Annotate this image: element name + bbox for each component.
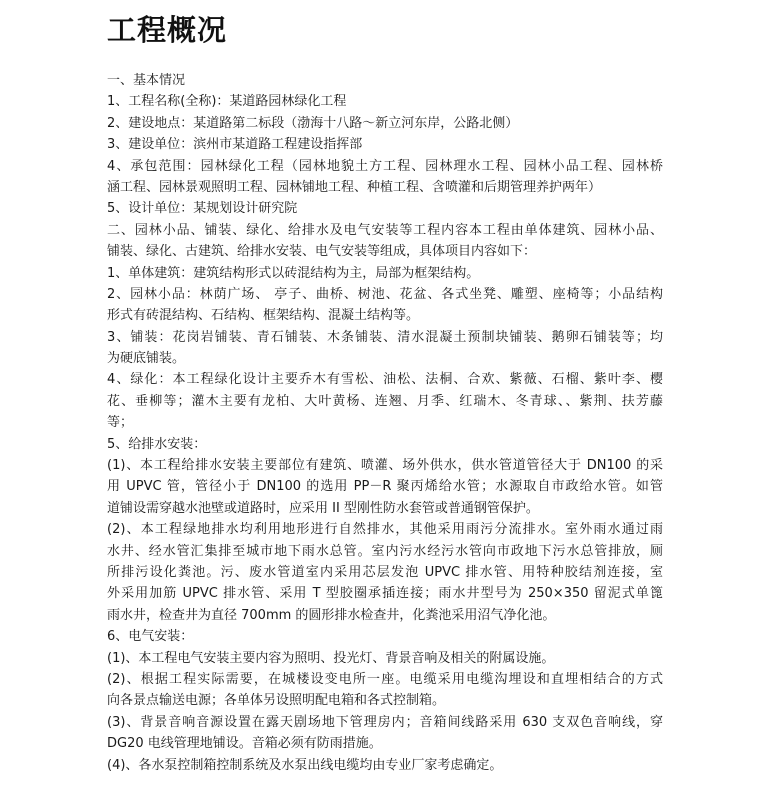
text-line: 3、建设单位：滨州市某道路工程建设指挥部 bbox=[107, 137, 363, 153]
text-line: 2、建设地点：某道路第二标段（渤海十八路～新立河东岸，公路北侧） bbox=[107, 115, 519, 131]
text-line: 4、承包范围：园林绿化工程（园林地貌土方工程、园林理水工程、园林小品工程、园林桥 bbox=[107, 158, 663, 174]
text-line: DG20 电线管理地铺设。音箱必须有防雨措施。 bbox=[107, 736, 382, 752]
text-line: 4、绿化：本工程绿化设计主要乔木有雪松、油松、法桐、合欢、紫薇、石榴、紫叶李、樱 bbox=[107, 372, 663, 388]
text-line: 2、园林小品：林荫广场、 亭子、曲桥、树池、花盆、各式坐凳、雕塑、座椅等；小品结构 bbox=[107, 286, 663, 302]
text-line: 5、给排水安装： bbox=[107, 436, 207, 452]
text-line: 一、基本情况 bbox=[107, 73, 186, 88]
text-line: 铺装、绿化、古建筑、给排水安装、电气安装等组成，具体项目内容如下： bbox=[107, 244, 537, 260]
text-line: 雨水井，检查井为直径 700mm 的圆形排水检查井，化粪池采用沼气净化池。 bbox=[107, 607, 556, 623]
text-line: 6、电气安装： bbox=[107, 629, 194, 645]
text-line: 用 UPVC 管，管径小于 DN100 的选用 PP－R 聚丙烯给水管；水源取自市政给水管。如管 bbox=[107, 479, 663, 495]
text-line: (3)、背景音响音源设置在露天剧场地下管理房内；音箱间线路采用 630 支双色音响线，穿 bbox=[107, 714, 663, 730]
text-line: (4)、各水泵控制箱控制系统及水泵出线电缆均由专业厂家考虑确定。 bbox=[107, 757, 503, 773]
text-line: 1、工程名称(全称)：某道路园林绿化工程 bbox=[107, 94, 347, 110]
page-title: 工程概况 bbox=[107, 13, 228, 47]
text-line: 形式有砖混结构、石结构、框架结构、混凝土结构等。 bbox=[107, 308, 420, 324]
text-line: 所排污设化粪池。污、废水管道室内采用芯层发泡 UPVC 排水管、用特种胶结剂连接，室 bbox=[107, 564, 663, 580]
text-line: 涵工程、园林景观照明工程、园林铺地工程、种植工程、含喷灌和后期管理养护两年） bbox=[107, 179, 602, 195]
text-line: (2)、本工程绿地排水均利用地形进行自然排水，其他采用雨污分流排水。室外雨水通过雨 bbox=[107, 522, 663, 538]
text-line: 3、铺装：花岗岩铺装、青石铺装、木条铺装、清水混凝土预制块铺装、鹅卵石铺装等；均 bbox=[107, 329, 663, 345]
text-line: (1)、本工程电气安装主要内容为照明、投光灯、背景音响及相关的附属设施。 bbox=[107, 650, 555, 666]
text-line: 等； bbox=[107, 415, 134, 431]
text-line: 水井、经水管汇集排至城市地下雨水总管。室内污水经污水管向市政地下污水总管排放，厕 bbox=[107, 543, 663, 559]
text-line: 为硬底铺装。 bbox=[107, 351, 186, 367]
text-line: (2)、根据工程实际需要，在城楼设变电所一座。电缆采用电缆沟埋设和直埋相结合的方式 bbox=[107, 671, 663, 687]
text-line: (1)、本工程给排水安装主要部位有建筑、喷灌、场外供水，供水管道管径大于 DN100 的采 bbox=[107, 458, 663, 474]
text-line: 二、园林小品、铺装、绿化、给排水及电气安装等工程内容本工程由单体建筑、园林小品、 bbox=[107, 222, 663, 238]
text-line: 外采用加筋 UPVC 排水管、采用 T 型胶圈承插连接；雨水井型号为 250×350 留泥式单篦 bbox=[107, 586, 663, 602]
document-body bbox=[107, 70, 663, 776]
text-line: 1、单体建筑：建筑结构形式以砖混结构为主，局部为框架结构。 bbox=[107, 265, 480, 281]
text-line: 道铺设需穿越水池壁或道路时，应采用 II 型刚性防水套管或普通钢管保护。 bbox=[107, 500, 539, 516]
text-line: 花、垂柳等；灌木主要有龙柏、大叶黄杨、连翘、月季、红瑞木、冬青球、、紫荆、扶芳藤 bbox=[107, 393, 663, 409]
text-line: 5、设计单位：某规划设计研究院 bbox=[107, 201, 298, 217]
text-line: 向各景点输送电源；各单体另设照明配电箱和各式控制箱。 bbox=[107, 693, 446, 709]
